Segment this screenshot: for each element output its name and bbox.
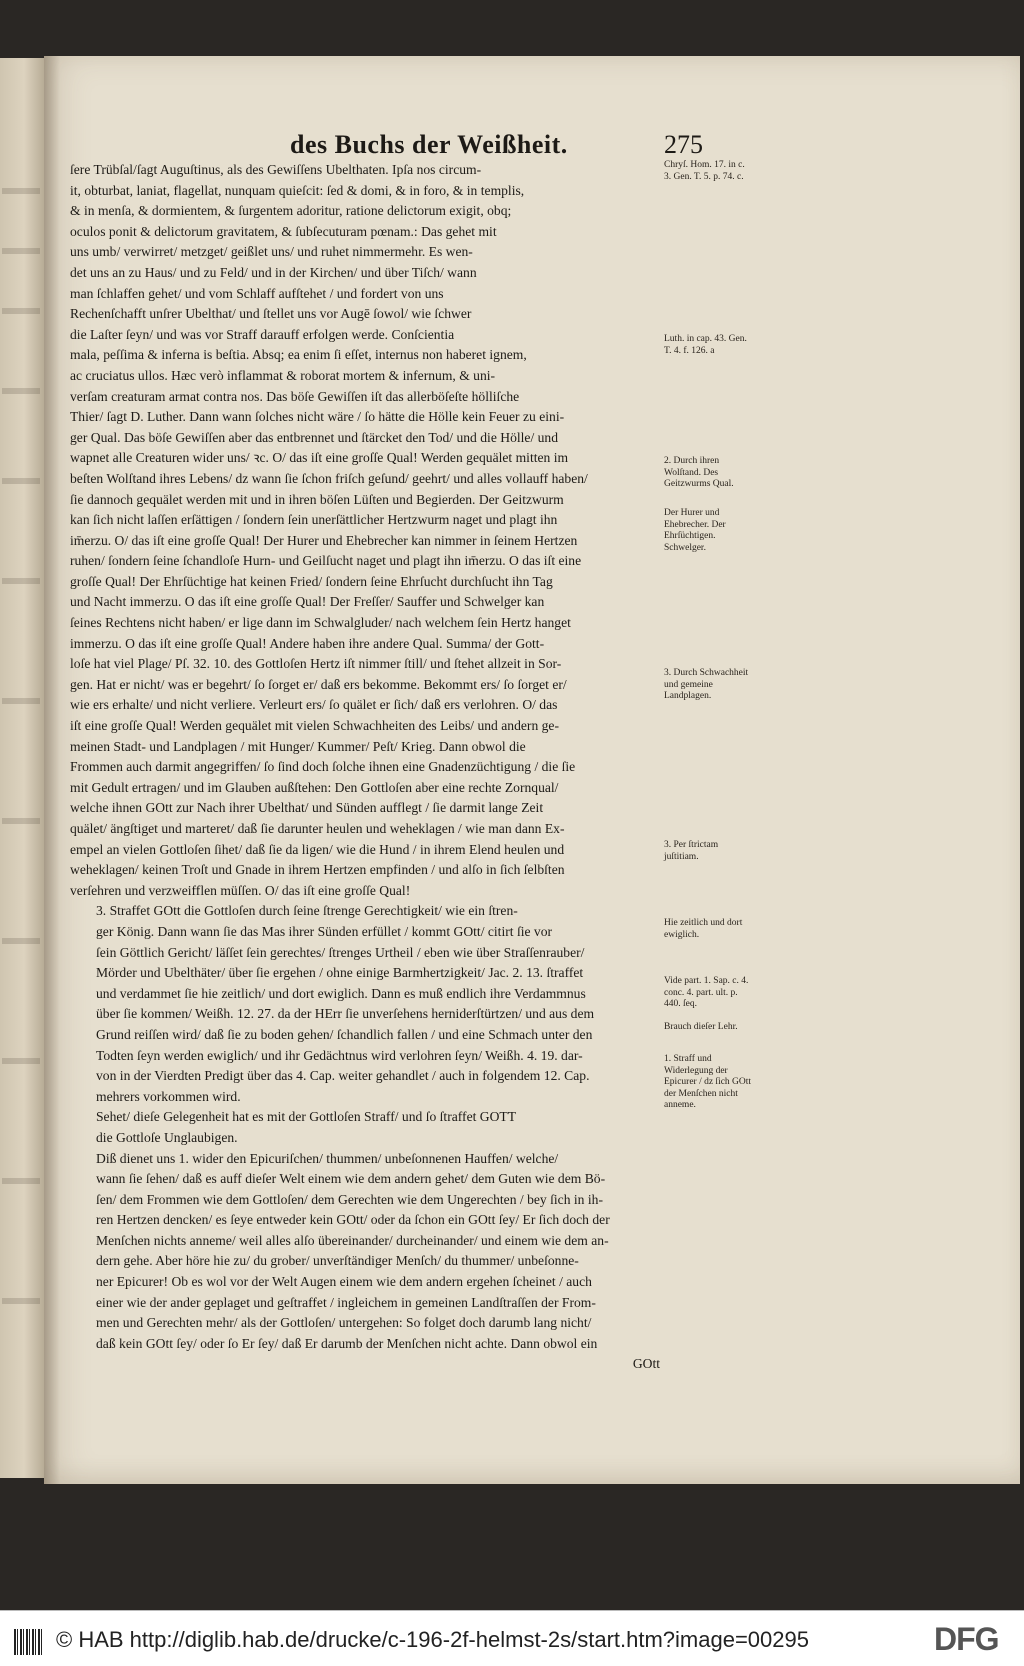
- main-text-block: [70, 160, 660, 1375]
- text-line: weheklagen/ keinen Troſt und Gnade in ihrem Hertzen empfinden / und alſo in ſich ſelbſten: [70, 862, 565, 878]
- text-line: men und Gerechten mehr/ als der Gottloſen/ untergehen: So folget doch darumb lang nicht/: [96, 1315, 592, 1331]
- text-line: Todten ſeyn werden ewiglich/ und ihr Gedächtnus wird verlohren ſeyn/ Weißh. 4. 19. dar-: [96, 1047, 583, 1063]
- text-line: Menſchen nichts anneme/ weil alles alſo übereinander/ durcheinander/ und einem wie dem an-: [96, 1232, 609, 1248]
- text-line: von in der Vierdten Predigt über das 4. Cap. weiter gehandlet / auch in folgendem 12. Cap.: [96, 1068, 590, 1084]
- margin-note: Der Hurer und Ehebrecher. Der Ehrſüchtigen. Schwelger.: [664, 508, 726, 553]
- text-line: mit Gedult ertragen/ und im Glauben außſtehen: Den Gottloſen aber eine rechte Zornqual/: [70, 779, 559, 795]
- book-page: [44, 56, 1020, 1484]
- text-line: über ſie kommen/ Weißh. 12. 27. da der HErr ſie unverſehens herniderſtürtzen/ und aus dem: [96, 1006, 595, 1022]
- page-gutter-shadow: [44, 56, 60, 1484]
- text-line: empel an vielen Gottloſen ſihet/ daß ſie da ligen/ wie die Hund / in ihrem Elend heulen und: [70, 841, 565, 857]
- text-line: ner Epicurer! Ob es wol vor der Welt Augen einem wie dem andern ergehen ſcheinet / auch: [96, 1274, 592, 1290]
- text-line: Rechenſchafft unſrer Ubelthat/ und ſtellet uns vor Augē ſowol/ wie ſchwer: [70, 306, 472, 322]
- text-line: wann ſie ſehen/ daß es auff dieſer Welt einem wie dem andern gehet/ dem Guten wie dem Bö-: [96, 1171, 606, 1187]
- citation-url[interactable]: © HAB http://diglib.hab.de/drucke/c-196-2f-helmst-2s/start.htm?image=00295: [56, 1627, 809, 1652]
- text-line: ſein Göttlich Gericht/ läſſet ſein gerechtes/ ſtrenges Urtheil / eben wie über Straſſenrauber/: [96, 944, 585, 960]
- margin-note: 2. Durch ihren Wolſtand. Des Geitzwurms Qual.: [664, 456, 734, 489]
- text-line: beſten Wolſtand ihres Lebens/ dz wann ſie ſchon friſch geſund/ geehrt/ und alles vollauff haben/: [70, 470, 588, 486]
- text-line: Grund reiſſen wird/ daß ſie zu boden gehen/ ſchandlich fallen / und eine Schmach unter den: [96, 1026, 593, 1042]
- footer-bar: [0, 1610, 1024, 1666]
- text-line: Diß dienet uns 1. wider den Epicuriſchen/ thummen/ unbeſonnenen Hauffen/ welche/: [96, 1150, 559, 1166]
- text-line: verſehren und verzweifflen müſſen. O/ das iſt eine groſſe Qual!: [70, 882, 411, 898]
- text-line: ſie dannoch gequälet werden mit und in ihren böſen Lüſten und Begierden. Der Geitzwurm: [70, 491, 564, 507]
- text-line: iſt eine groſſe Qual! Werden gequälet mit vielen Schwachheiten des Leibs/ und andern ge-: [70, 718, 559, 734]
- text-line: mala, peſſima & inferna is beſtia. Absq; ea enim ſi eſſet, internus non haberet ignem,: [70, 347, 527, 363]
- text-line: gen. Hat er nicht/ was er begehrt/ ſo ſorget er/ daß ers bekomme. Bekommt ers/ ſo ſorget er/: [70, 676, 567, 692]
- text-line: einer wie der ander geplaget und geſtraffet / ingleichem in gemeinen Landſtraſſen der From-: [96, 1294, 596, 1310]
- margin-note: Luth. in cap. 43. Gen. T. 4. f. 126. a: [664, 334, 747, 356]
- margin-note: Chryſ. Hom. 17. in c. 3. Gen. T. 5. p. 74. c.: [664, 160, 745, 182]
- text-line: Mörder und Ubelthäter/ über ſie ergehen / ohne einige Barmhertzigkeit/ Jac. 2. 13. ſtraffet: [96, 965, 584, 981]
- text-line: ger König. Dann wann ſie das Mas ihrer Sünden erfüllet / kommt GOtt/ citirt ſie vor: [96, 923, 553, 939]
- text-line: wie ers erhalte/ und nicht verliere. Verleurt ers/ ſo quälet er ſich/ daß ers verlohren. O/ das: [70, 697, 558, 713]
- margin-note: 3. Durch Schwachheit und gemeine Landplagen.: [664, 668, 749, 701]
- text-line: welche ihnen GOtt zur Nach ihrer Ubelthat/ und Sünden aufflegt / ſie darmit lange Zeit: [70, 800, 544, 816]
- text-line: die Laſter ſeyn/ und was vor Straff darauff erfolgen werde. Conſcientia: [70, 326, 455, 342]
- text-line: wapnet alle Creaturen wider uns/ ꝛc. O/ das iſt eine groſſe Qual! Werden gequälet mitten im: [70, 450, 569, 466]
- text-line: die Gottloſe Unglaubigen.: [96, 1129, 238, 1145]
- paragraph-4: [70, 1149, 660, 1355]
- facing-page-edge: [0, 58, 44, 1478]
- catchword: GOtt: [632, 1356, 660, 1372]
- text-line: & in menſa, & dormientem, & ſurgentem adoritur, ratione delictorum exigit, obq;: [70, 203, 512, 219]
- text-line: Thier/ ſagt D. Luther. Dann wann ſolches nicht wäre / ſo hätte die Hölle kein Feuer zu eini-: [70, 409, 565, 425]
- text-line: im̄erzu. O/ das iſt eine groſſe Qual! Der Hurer und Ehebrecher kan nimmer in ſeinem Hertzen: [70, 532, 578, 548]
- text-line: kan ſich nicht laſſen erſättigen / ſondern ſein unerſättlicher Hertzwurm naget und plagt ihn: [70, 512, 558, 528]
- text-line: it, obturbat, laniat, flagellat, nunquam quieſcit: ſed & domi, & in foro, & in templis,: [70, 182, 525, 198]
- text-line: immerzu. O das iſt eine groſſe Qual! Andere haben ihre andere Qual. Summa/ der Gott-: [70, 635, 545, 651]
- text-line: ger Qual. Das böſe Gewiſſen aber das entbrennet und ſtärcket den Tod/ und die Hölle/ und: [70, 429, 559, 445]
- margin-note: Brauch dieſer Lehr.: [664, 1022, 738, 1032]
- barcode-icon: [14, 1629, 44, 1655]
- text-line: dern gehe. Aber höre hie zu/ du grober/ unverſtändiger Menſch/ du thummer/ unbeſonne-: [96, 1253, 579, 1269]
- text-line: oculos ponit & delictorum gravitatem, & ſubſecuturam pœnam.: Das gehet mit: [70, 223, 497, 239]
- text-line: loſe hat viel Plage/ Pſ. 32. 10. des Gottloſen Hertz iſt nimmer ſtill/ und ſtehet allzeit in Sor-: [70, 656, 562, 672]
- text-line: ſere Trübſal/ſagt Auguſtinus, als des Gewiſſens Ubelthaten. Ipſa nos circum-: [70, 162, 482, 177]
- text-line: ruhen/ ſondern ſeine ſchandloſe Hurn- und Geilſucht naget und plagt ihn im̄erzu. O das iſt eine: [70, 553, 582, 569]
- text-line: ſeines Rechtens nicht haben/ er lige dann im Schwalgluder/ nach welchem ſein Hertz hanget: [70, 615, 571, 631]
- text-line: man ſchlaffen gehet/ und vom Schlaff aufſtehet / und fordert von uns: [70, 285, 444, 301]
- text-line: verſam creaturam armat contra nos. Das böſe Gewiſſen iſt das allerböſeſte hölliſche: [70, 388, 520, 404]
- text-line: Sehet/ dieſe Gelegenheit hat es mit der Gottloſen Straff/ und ſo ſtraffet GOTT: [96, 1109, 517, 1125]
- text-line: daß kein GOtt ſey/ oder ſo Er ſey/ daß Er darumb der Menſchen nicht achte. Dann obwol ein: [96, 1335, 598, 1351]
- text-line: ren Hertzen dencken/ es ſeye entweder kein GOtt/ oder da ſchon ein GOtt ſey/ Er ſich doch der: [96, 1212, 610, 1228]
- text-line: und verdammet ſie hie zeitlich/ und dort ewiglich. Dann es muß endlich ihre Verdammnus: [96, 985, 586, 1001]
- text-line: und Nacht immerzu. O das iſt eine groſſe Qual! Der Freſſer/ Sauffer und Schwelger kan: [70, 594, 545, 610]
- margin-note: Hie zeitlich und dort ewiglich.: [664, 918, 743, 940]
- text-line: Frommen auch darmit angegriffen/ ſo ſind doch ſolche ihnen eine Gnadenzüchtigung / die ſie: [70, 759, 576, 775]
- margin-note: Vide part. 1. Sap. c. 4. conc. 4. part. ult. p. 440. ſeq.: [664, 976, 749, 1009]
- paragraph-2: [70, 901, 660, 1107]
- paragraph-1: [70, 160, 660, 901]
- dfg-logo: DFG: [934, 1621, 999, 1657]
- text-line: det uns an zu Haus/ und zu Feld/ und in der Kirchen/ und über Tiſch/ wann: [70, 264, 477, 280]
- margin-note: 1. Straff und Widerlegung der Epicurer / dz ſich GOtt der Menſchen nicht anneme.: [664, 1054, 752, 1110]
- text-line: ac cruciatus ullos. Hæc verò inflammat & roborat mortem & infernum, & uni-: [70, 367, 496, 383]
- text-line: uns umb/ verwirret/ metzget/ geißlet uns/ und ruhet nimmermehr. Es wen-: [70, 244, 473, 260]
- running-title: des Buchs der Weißheit.: [290, 130, 568, 159]
- page-number: 275: [664, 130, 703, 159]
- margin-note: 3. Per ſtrictam juſtitiam.: [664, 840, 719, 862]
- text-line: meinen Stadt- und Landplagen / mit Hunger/ Kummer/ Peſt/ Krieg. Dann obwol die: [70, 738, 526, 754]
- text-line: mehrers vorkommen wird.: [96, 1088, 241, 1104]
- paragraph-3: [70, 1107, 660, 1148]
- text-line: quälet/ ängſtiget und marteret/ daß ſie darunter heulen und weheklagen / wie man dann Ex-: [70, 821, 565, 836]
- text-line: ſen/ dem Frommen wie dem Gottloſen/ dem Gerechten wie dem Ungerechten / bey ſich in ih-: [96, 1191, 603, 1207]
- text-line: 3. Straffet GOtt die Gottloſen durch ſeine ſtrenge Gerechtigkeit/ wie ein ſtren-: [96, 903, 518, 919]
- text-line: groſſe Qual! Der Ehrſüchtige hat keinen Fried/ ſondern ſeine Ehrſucht durchſucht ihn Tag: [70, 573, 553, 589]
